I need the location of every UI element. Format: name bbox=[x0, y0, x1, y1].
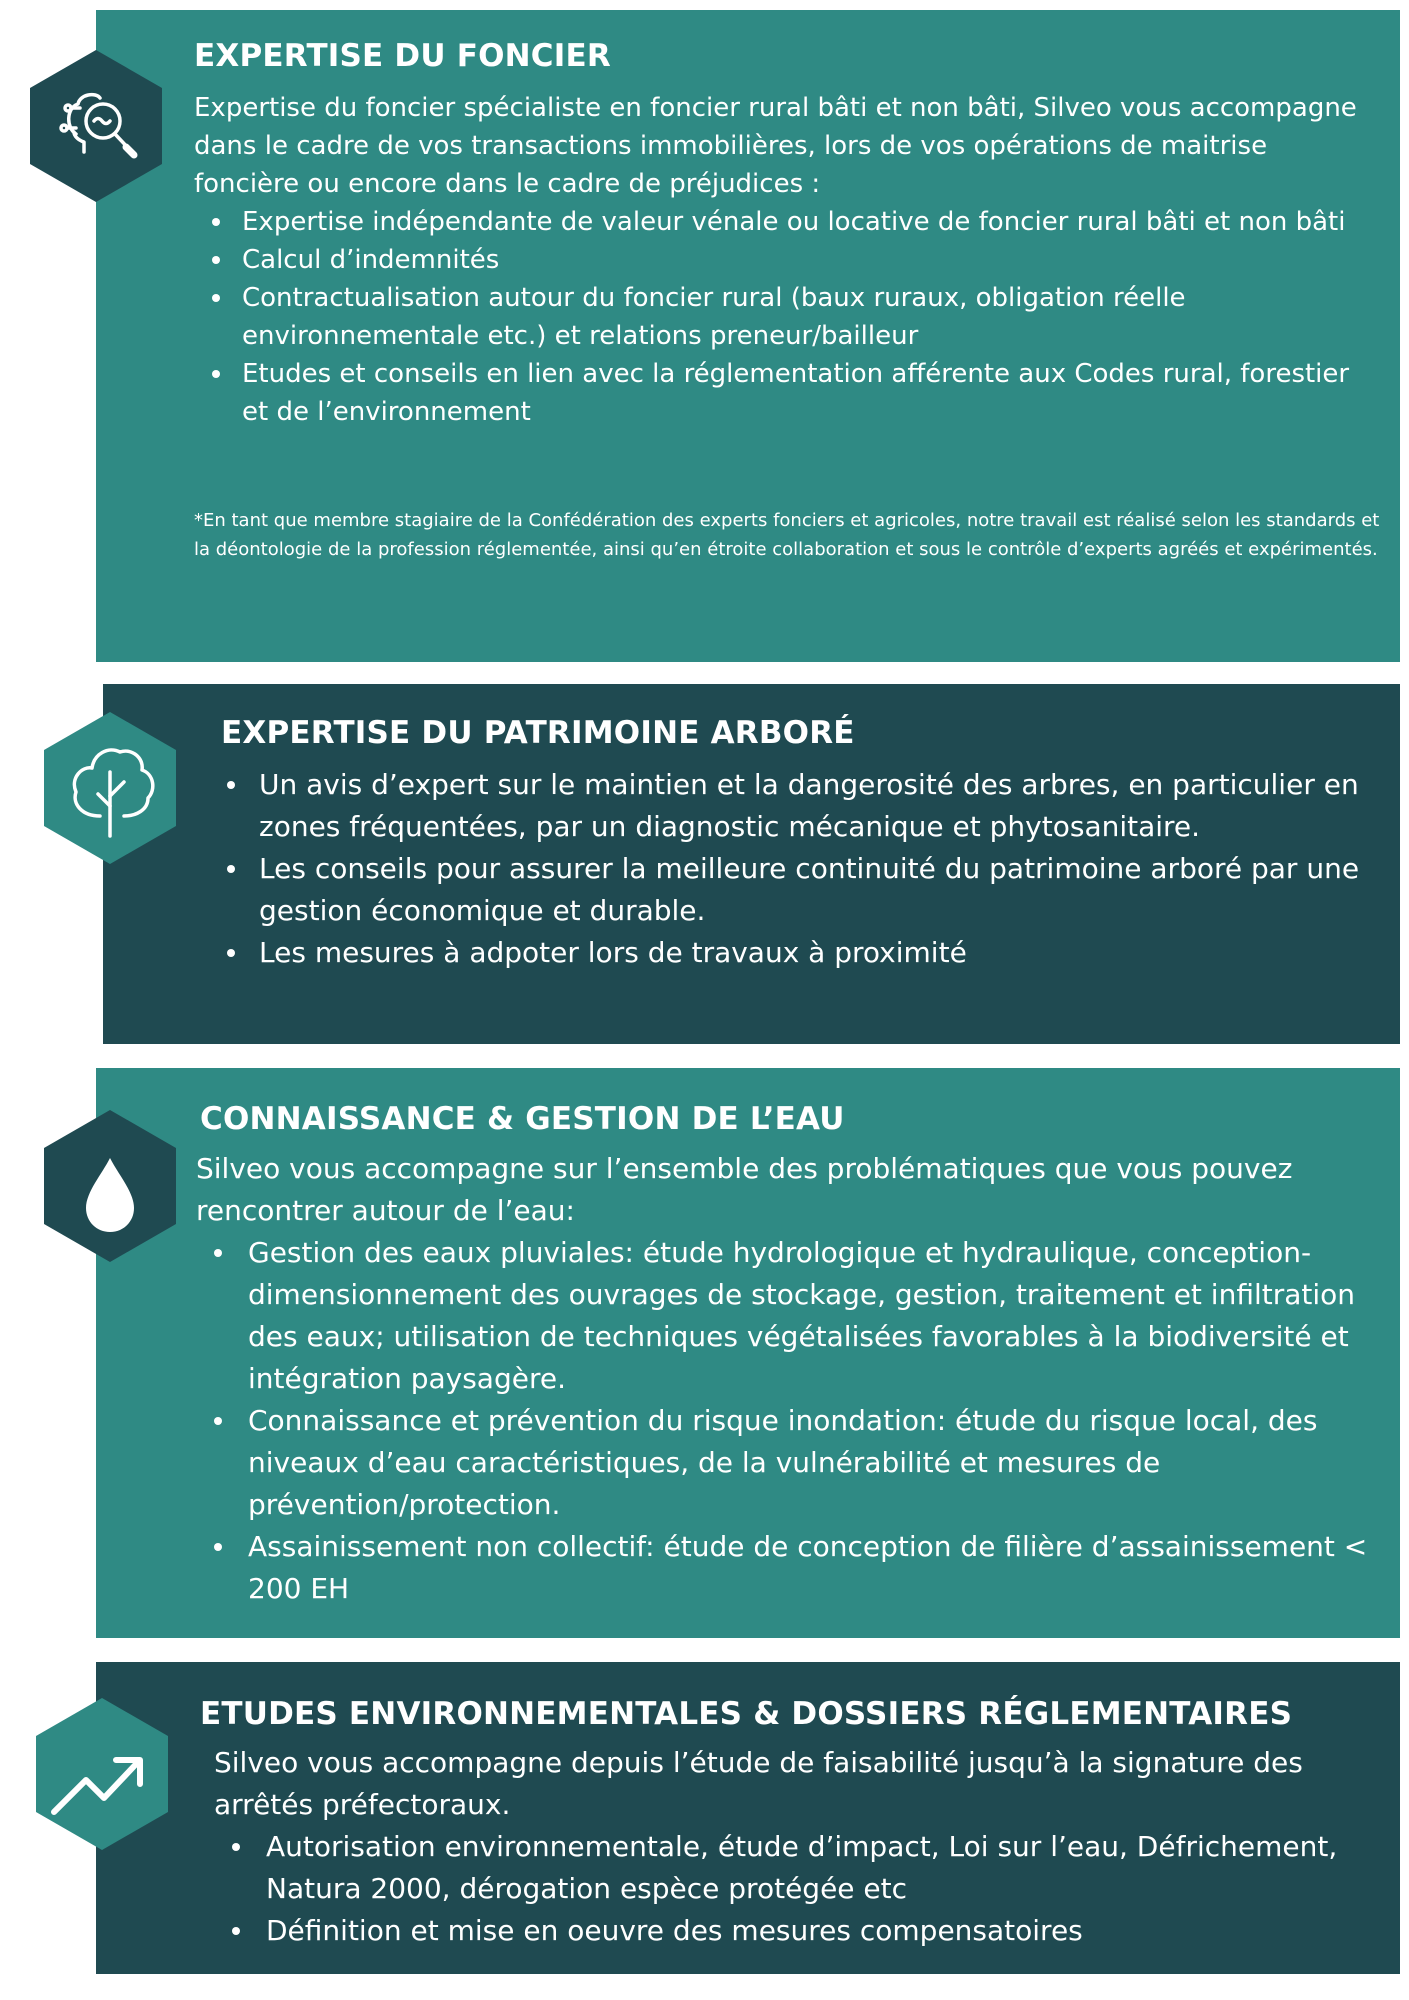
hexagon-badge bbox=[34, 1696, 170, 1852]
service-list bbox=[209, 764, 1379, 974]
section-intro: Expertise du foncier spécialiste en foncier rural bâti et non bâti, Silveo vous accompagne dans le cadre de vos transactions immobilières, lors de vos opérations de maitrise foncière ou encore dans le cadre de préjudices : bbox=[194, 93, 1357, 199]
list-item: Calcul d’indemnités bbox=[194, 241, 1369, 279]
section-patrimoine-arbore bbox=[103, 684, 1400, 1044]
section-body bbox=[194, 89, 1369, 431]
list-item: Gestion des eaux pluviales: étude hydrologique et hydraulique, conception-dimensionnement des ouvrages de stockage, gestion, traitement et infiltration des eaux; utilisation de techniques végétalisées favorables à la biodiversité et intégration paysagère. bbox=[196, 1232, 1376, 1400]
section-intro: Silveo vous accompagne depuis l’étude de faisabilité jusqu’à la signature des arrêtés préfectoraux. bbox=[214, 1746, 1303, 1821]
section-etudes-environnementales bbox=[96, 1662, 1400, 1974]
section-title: CONNAISSANCE & GESTION DE L’EAU bbox=[200, 1101, 845, 1137]
list-item: Un avis d’expert sur le maintien et la dangerosité des arbres, en particulier en zones fréquentées, par un diagnostic mécanique et phytosanitaire. bbox=[209, 764, 1379, 848]
list-item: Les mesures à adpoter lors de travaux à proximité bbox=[209, 932, 1379, 974]
list-item: Etudes et conseils en lien avec la réglementation afférente aux Codes rural, forestier et de l’environnement bbox=[194, 355, 1369, 431]
service-list bbox=[194, 203, 1369, 431]
hexagon-badge bbox=[42, 1108, 178, 1264]
list-item: Connaissance et prévention du risque inondation: étude du risque local, des niveaux d’eau caractéristiques, de la vulnérabilité et mesures de prévention/protection. bbox=[196, 1400, 1376, 1526]
section-title: ETUDES ENVIRONNEMENTALES & DOSSIERS RÉGLEMENTAIRES bbox=[200, 1696, 1293, 1732]
hexagon-badge bbox=[28, 48, 164, 204]
list-item: Expertise indépendante de valeur vénale ou locative de foncier rural bâti et non bâti bbox=[194, 203, 1369, 241]
service-list bbox=[214, 1826, 1389, 1952]
section-body bbox=[196, 1148, 1376, 1610]
section-gestion-eau bbox=[96, 1068, 1400, 1638]
section-expertise-foncier bbox=[96, 10, 1400, 662]
list-item: Contractualisation autour du foncier rural (baux ruraux, obligation réelle environnementale etc.) et relations preneur/bailleur bbox=[194, 279, 1369, 355]
service-list bbox=[196, 1232, 1376, 1610]
section-title: EXPERTISE DU FONCIER bbox=[194, 38, 611, 74]
hexagon-badge bbox=[42, 710, 178, 866]
list-item: Assainissement non collectif: étude de conception de filière d’assainissement < 200 EH bbox=[196, 1526, 1376, 1610]
section-title: EXPERTISE DU PATRIMOINE ARBORÉ bbox=[221, 715, 855, 751]
section-body bbox=[209, 764, 1379, 974]
footnote: *En tant que membre stagiaire de la Confédération des experts fonciers et agricoles, notre travail est réalisé selon les standards et la déontologie de la profession réglementée, ainsi qu’en étroite collaboration et sous le contrôle d’experts agréés et expérimentés. bbox=[194, 510, 1380, 560]
list-item: Autorisation environnementale, étude d’impact, Loi sur l’eau, Défrichement, Natura 2000, dérogation espèce protégée etc bbox=[214, 1826, 1389, 1910]
section-intro: Silveo vous accompagne sur l’ensemble des problématiques que vous pouvez rencontrer autour de l’eau: bbox=[196, 1152, 1293, 1227]
section-body bbox=[214, 1742, 1389, 1952]
list-item: Les conseils pour assurer la meilleure continuité du patrimoine arboré par une gestion économique et durable. bbox=[209, 848, 1379, 932]
list-item: Définition et mise en oeuvre des mesures compensatoires bbox=[214, 1910, 1389, 1952]
